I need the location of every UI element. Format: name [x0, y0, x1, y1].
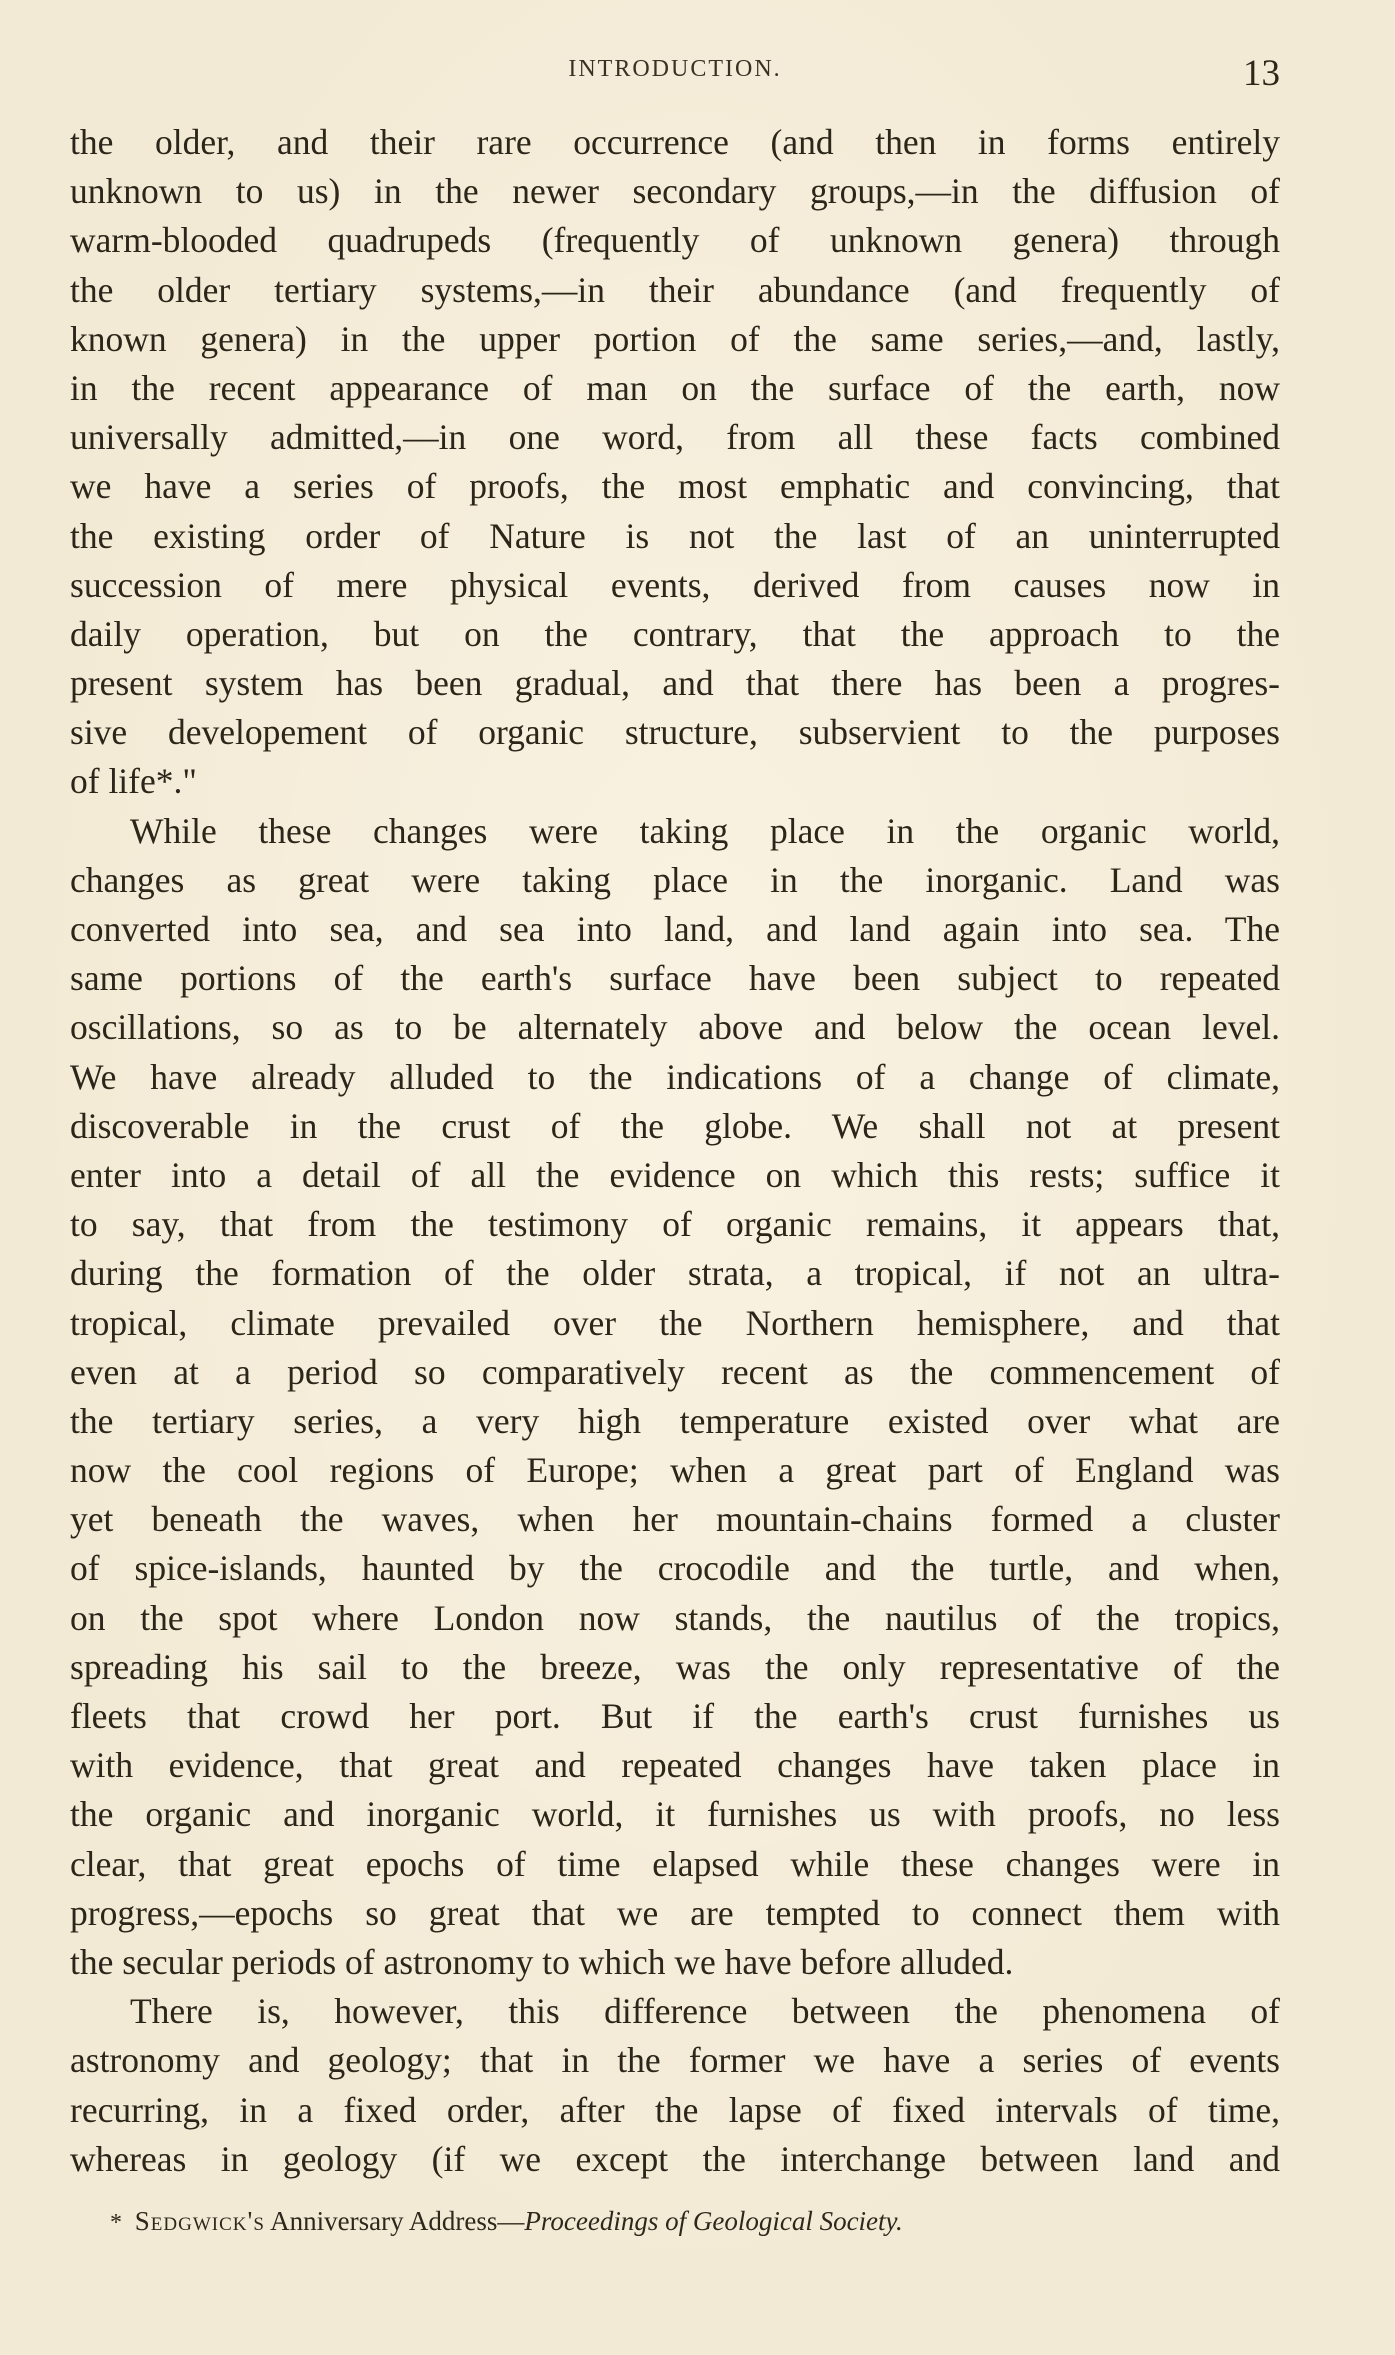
text-line: during the formation of the older strata, a tropical, if not an ultra- [70, 1253, 1280, 1294]
text-line: astronomy and geology; that in the former we have a series of events [70, 2040, 1280, 2081]
running-head [70, 52, 1280, 92]
text-line: oscillations, so as to be alternately above and below the ocean level. [70, 1007, 1280, 1048]
paragraph-start-line: There is, however, this difference between the phenomena of [130, 1991, 1280, 2032]
text-line: tropical, climate prevailed over the Northern hemisphere, and that [70, 1302, 1280, 1343]
text-line: same portions of the earth's surface have been subject to repeated [70, 958, 1280, 999]
text-line: yet beneath the waves, when her mountain-chains formed a cluster [70, 1499, 1280, 1540]
text-line: on the spot where London now stands, the nautilus of the tropics, [70, 1597, 1280, 1638]
text-line: with evidence, that great and repeated changes have taken place in [70, 1745, 1280, 1786]
body-text [70, 118, 1280, 2184]
text-line: we have a series of proofs, the most emphatic and convincing, that [70, 466, 1280, 507]
footnote-marker: * [110, 2210, 122, 2236]
text-line: progress,—epochs so great that we are tempted to connect them with [70, 1892, 1280, 1933]
text-line: known genera) in the upper portion of the same series,—and, lastly, [70, 318, 1280, 359]
page-number: 13 [1243, 53, 1280, 94]
text-line: in the recent appearance of man on the surface of the earth, now [70, 367, 1280, 408]
text-line: whereas in geology (if we except the interchange between land and [70, 2138, 1280, 2179]
text-line: the existing order of Nature is not the last of an uninterrupted [70, 515, 1280, 556]
text-line: the organic and inorganic world, it furnishes us with proofs, no less [70, 1794, 1280, 1835]
text-line: changes as great were taking place in the inorganic. Land was [70, 859, 1280, 900]
text-line: the older, and their rare occurrence (and then in forms entirely [70, 122, 1280, 162]
text-line: daily operation, but on the contrary, that the approach to the [70, 613, 1280, 654]
text-line: recurring, in a fixed order, after the lapse of fixed intervals of time, [70, 2089, 1280, 2130]
text-line: unknown to us) in the newer secondary groups,—in the diffusion of [70, 171, 1280, 212]
text-line: We have already alluded to the indications of a change of climate, [70, 1056, 1280, 1097]
text-line: enter into a detail of all the evidence on which this rests; suffice it [70, 1154, 1280, 1195]
text-line: now the cool regions of Europe; when a great part of England was [70, 1450, 1280, 1491]
text-line: the secular periods of astronomy to which we have before alluded. [70, 1941, 1014, 1982]
paragraph-start-line: While these changes were taking place in the organic world, [130, 810, 1280, 851]
text-line: universally admitted,—in one word, from all these facts combined [70, 417, 1280, 458]
running-title: INTRODUCTION. [568, 56, 782, 82]
text-line: converted into sea, and sea into land, and land again into sea. The [70, 909, 1280, 949]
text-line: the older tertiary systems,—in their abundance (and frequently of [70, 269, 1280, 310]
footnote-text: Anniversary Address— [270, 2206, 525, 2236]
text-line: the tertiary series, a very high temperature existed over what are [70, 1400, 1280, 1441]
text-line: even at a period so comparatively recent as the commencement of [70, 1351, 1280, 1392]
text-line: succession of mere physical events, derived from causes now in [70, 564, 1280, 605]
footnote-author: Sedgwick's [134, 2206, 265, 2236]
text-line: fleets that crowd her port. But if the earth's crust furnishes us [70, 1696, 1280, 1736]
text-line: clear, that great epochs of time elapsed while these changes were in [70, 1843, 1280, 1884]
text-line: sive developement of organic structure, subservient to the purposes [70, 712, 1280, 753]
text-line: warm-blooded quadrupeds (frequently of unknown genera) through [70, 220, 1280, 261]
text-line: discoverable in the crust of the globe. We shall not at present [70, 1105, 1280, 1146]
footnote-title: Proceedings of Geological Society. [524, 2206, 903, 2236]
text-line: spreading his sail to the breeze, was the only representative of the [70, 1646, 1280, 1687]
text-line: to say, that from the testimony of organic remains, it appears that, [70, 1204, 1280, 1245]
text-line: present system has been gradual, and that there has been a progres- [70, 663, 1280, 704]
footnote [110, 2206, 1250, 2237]
text-line: of spice-islands, haunted by the crocodile and the turtle, and when, [70, 1548, 1280, 1589]
text-line: of life*." [70, 761, 197, 802]
